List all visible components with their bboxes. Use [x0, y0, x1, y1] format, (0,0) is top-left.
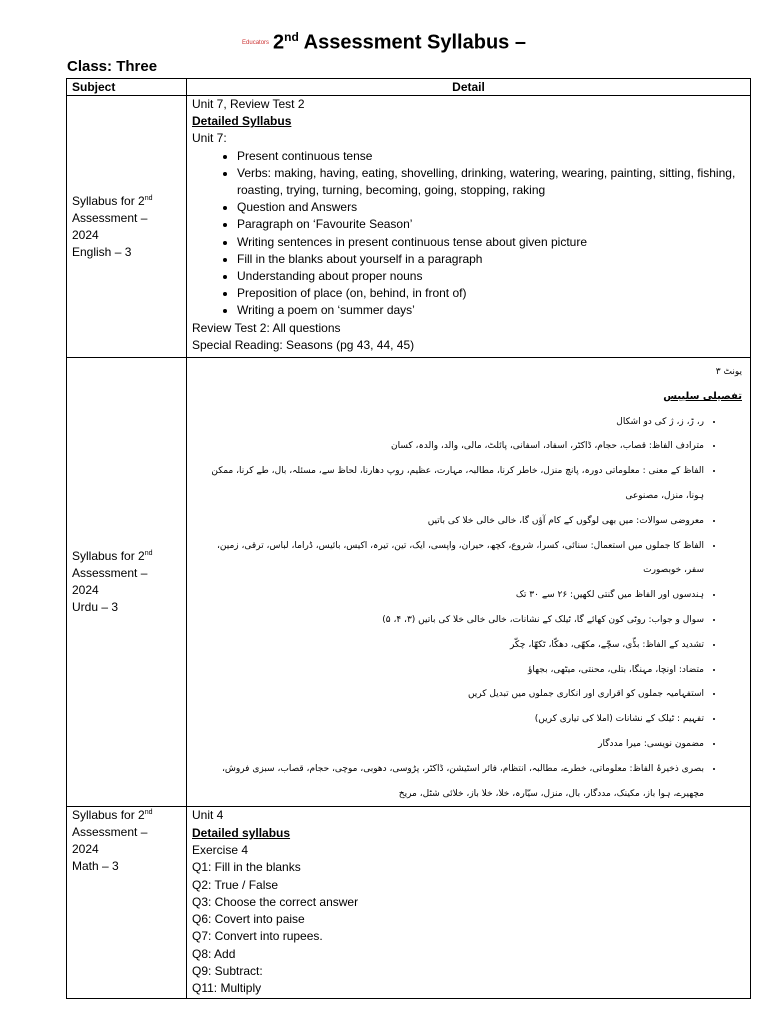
math-line: Q8: Add	[192, 946, 236, 961]
list-item: • الفاظ کا جملوں میں استعمال: سنائی، کسرا، شروع، کچھ، حیران، واپسی، ایک، تین، تیرہ، اکیس، بائیس، ڈراما، لباس، ترقی، زمین، سفر، خوبصورت	[195, 534, 704, 584]
subject-text: Urdu – 3	[72, 600, 119, 615]
math-line: Q3: Choose the correct answer	[192, 894, 359, 909]
subject-text: Math – 3	[72, 859, 119, 874]
urdu-detailed-heading: تفصیلی سلیبس	[663, 390, 742, 402]
math-unit: Unit 4	[192, 808, 224, 823]
list-item: • Present continuous tense	[237, 148, 745, 165]
subject-sup: nd	[144, 194, 153, 202]
list-item: • استفہامیہ جملوں کو اقراری اور انکاری جملوں میں تبدیل کریں	[195, 682, 704, 707]
math-line: Exercise 4	[192, 842, 249, 857]
english-unit-line: Unit 7, Review Test 2	[192, 97, 305, 111]
school-logo: Educators	[242, 40, 270, 47]
list-item: • ر، ڑ، ز، ژ کی دو اشکال	[195, 410, 704, 435]
subject-text: 2024	[72, 842, 99, 857]
english-row	[67, 96, 751, 358]
math-subject-cell	[67, 807, 187, 999]
list-item: • مضمون نویسی: میرا مددگار	[195, 732, 704, 757]
list-item: • سوال و جواب: روٹی کون کھائے گا، ٹیلک کے نشانات، خالی خالی خلا کی باتیں (۳، ۴، ۵)	[195, 608, 704, 633]
subject-text: Syllabus for 2	[72, 193, 145, 208]
urdu-unit: یونٹ ۳	[715, 367, 742, 377]
subject-text: Syllabus for 2	[72, 808, 145, 823]
math-detail-cell	[187, 807, 751, 999]
english-subject-cell	[67, 96, 187, 358]
subject-text: 2024	[72, 583, 99, 598]
math-line: Q9: Subtract:	[192, 964, 263, 979]
list-item: • Preposition of place (on, behind, in front of)	[237, 285, 745, 302]
list-item: • معروضی سوالات: میں بھی لوگوں کے کام آؤں گا، خالی خالی خلا کی باتیں	[195, 509, 704, 534]
subject-text: Assessment –	[72, 210, 148, 225]
subject-sup: nd	[144, 550, 153, 558]
subject-text: Assessment –	[72, 566, 148, 581]
subject-text: Assessment –	[72, 825, 148, 840]
class-label: Class: Three	[67, 58, 158, 75]
english-topic-list	[192, 148, 745, 320]
list-item: • Understanding about proper nouns	[237, 268, 745, 285]
english-detail-cell	[187, 96, 751, 358]
math-line: Q2: True / False	[192, 877, 279, 892]
list-item: • بصری ذخیرۂ الفاظ: معلوماتی، خطرے، مطالبہ، انتظام، فائر اسٹیشن، ڈاکٹر، پڑوسی، دھوبی، موچی، حجام، قصاب، سبزی فروش، مچھیرے، ہوا باز، مکینک، مددگار، بال، منزل، سیّارہ، خلا، خلا باز، خلائی شٹل، مریخ	[195, 757, 704, 807]
title-ordinal: nd	[284, 30, 299, 44]
page-title	[0, 30, 768, 55]
math-line: Q1: Fill in the blanks	[192, 860, 301, 875]
header-row	[67, 79, 751, 96]
urdu-subject-cell	[67, 358, 187, 807]
subject-sup: nd	[144, 809, 153, 817]
list-item: • Paragraph on ‘Favourite Season’	[237, 216, 745, 233]
list-item: • Verbs: making, having, eating, shovelling, drinking, watering, wearing, painting, sitting, fishing, roasting, trying, turning, becoming, going, stopping, raking	[237, 165, 745, 199]
detail-header: Detail	[187, 79, 751, 96]
subject-text: 2024	[72, 227, 99, 242]
title-text: Assessment Syllabus –	[298, 31, 526, 54]
math-detailed-heading: Detailed syllabus	[192, 825, 291, 840]
subject-header: Subject	[67, 79, 187, 96]
list-item: • الفاظ کے معنی : معلوماتی دورہ، پانچ منزل، خاطر کرنا، مطالبہ، مہارت، عظیم، روپ دھارنا، لحاظ سے، مسئلہ، بال، طے کرنا، ممکن ہونا، منزل، مصنوعی	[195, 459, 704, 509]
english-special: Special Reading: Seasons (pg 43, 44, 45)	[192, 337, 415, 352]
english-review: Review Test 2: All questions	[192, 320, 341, 335]
math-line: Q6: Covert into paise	[192, 912, 305, 927]
urdu-row	[67, 358, 751, 807]
syllabus-table	[66, 78, 751, 999]
english-unit: Unit 7:	[192, 131, 227, 146]
math-line: Q7: Convert into rupees.	[192, 929, 323, 944]
list-item: • Writing sentences in present continuous tense about given picture	[237, 234, 745, 251]
list-item: • Fill in the blanks about yourself in a paragraph	[237, 251, 745, 268]
title-number: 2	[273, 31, 285, 54]
list-item: • متضاد: اونچا، مہنگا، بتلی، محنتی، میٹھی، بجھاؤ	[195, 658, 704, 683]
math-line: Q11: Multiply	[192, 981, 262, 996]
list-item: • Writing a poem on ‘summer days’	[237, 302, 745, 319]
english-detailed-heading: Detailed Syllabus	[192, 114, 292, 129]
subject-text: English – 3	[72, 244, 132, 259]
math-row	[67, 807, 751, 999]
urdu-topic-list	[195, 410, 742, 807]
list-item: • تشدید کے الفاظ: بڈّی، سچّے، مکھّی، دھکّا، ٹکھّا، چکّر	[195, 633, 704, 658]
list-item: • ہندسوں اور الفاظ میں گنتی لکھیں: ۲۶ سے ۳۰ تک	[195, 583, 704, 608]
list-item: • تفہیم : ٹیلک کے نشانات (املا کی تیاری کریں)	[195, 707, 704, 732]
list-item: • مترادف الفاظ: قصاب، حجام، ڈاکٹر، اسفاد، اسفانی، پائلٹ، مالی، والد، والدہ، کسان	[195, 434, 704, 459]
subject-text: Syllabus for 2	[72, 549, 145, 564]
urdu-detail-cell	[187, 358, 751, 807]
list-item: • Question and Answers	[237, 199, 745, 216]
